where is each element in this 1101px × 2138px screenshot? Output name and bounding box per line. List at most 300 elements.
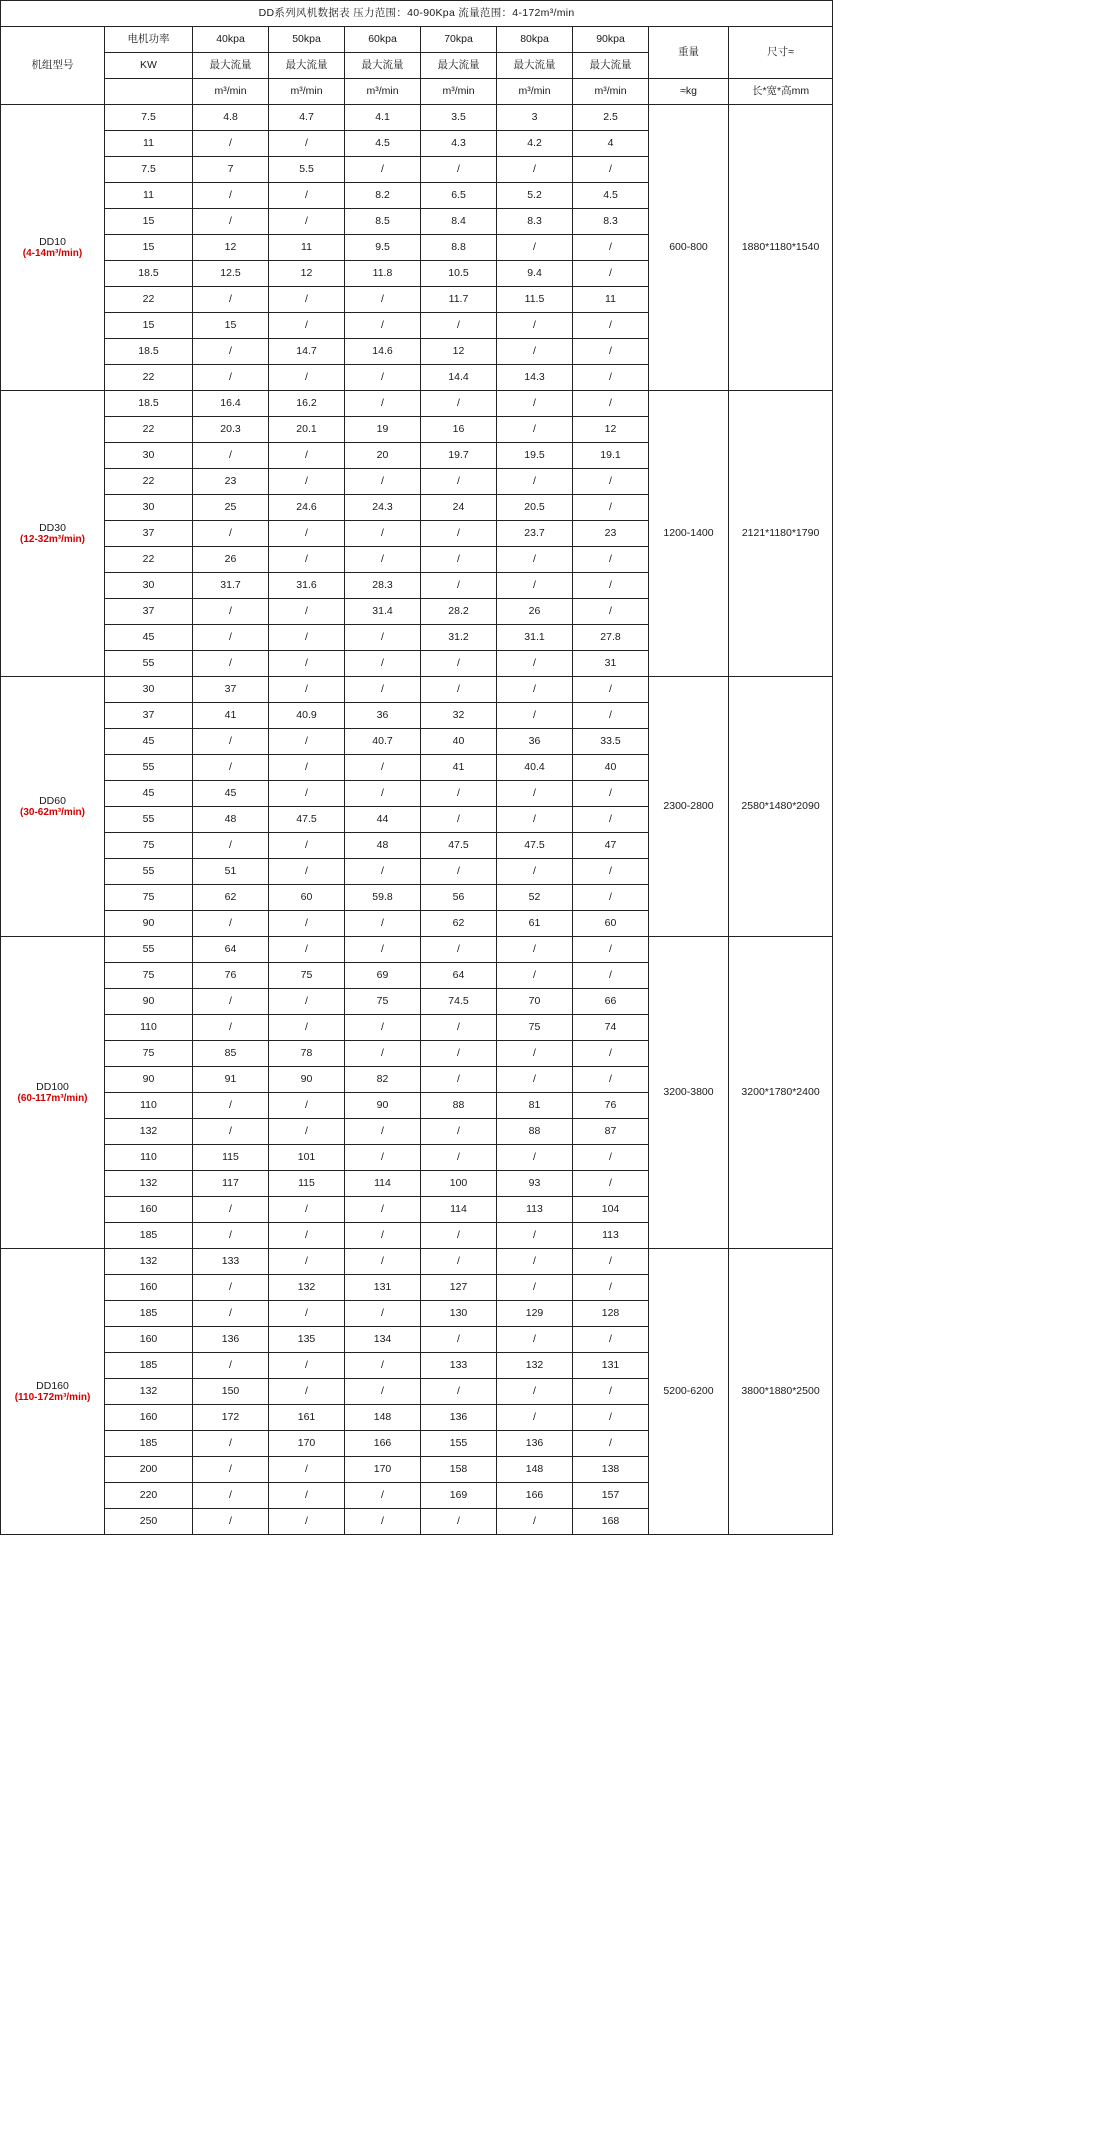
header-size: 尺寸≈	[729, 27, 833, 79]
flow-cell-90kpa: 11	[573, 287, 649, 313]
flow-cell-50kpa: 101	[269, 1145, 345, 1171]
motor-power-cell: 132	[105, 1171, 193, 1197]
flow-cell-40kpa: /	[193, 365, 269, 391]
flow-cell-80kpa: 136	[497, 1431, 573, 1457]
motor-power-cell: 55	[105, 651, 193, 677]
flow-cell-60kpa: /	[345, 1015, 421, 1041]
flow-cell-90kpa: 27.8	[573, 625, 649, 651]
flow-cell-60kpa: 134	[345, 1327, 421, 1353]
flow-cell-90kpa: /	[573, 235, 649, 261]
motor-power-cell: 250	[105, 1509, 193, 1535]
flow-cell-60kpa: 24.3	[345, 495, 421, 521]
flow-cell-80kpa: 40.4	[497, 755, 573, 781]
flow-cell-50kpa: /	[269, 1223, 345, 1249]
header-flow-80kpa: 最大流量	[497, 53, 573, 79]
header-pressure-60kpa: 60kpa	[345, 27, 421, 53]
flow-cell-70kpa: 40	[421, 729, 497, 755]
flow-cell-50kpa: 132	[269, 1275, 345, 1301]
flow-cell-60kpa: /	[345, 651, 421, 677]
flow-cell-70kpa: 8.8	[421, 235, 497, 261]
flow-cell-90kpa: 8.3	[573, 209, 649, 235]
flow-cell-60kpa: 48	[345, 833, 421, 859]
flow-cell-50kpa: 24.6	[269, 495, 345, 521]
motor-power-cell: 7.5	[105, 105, 193, 131]
flow-cell-50kpa: 170	[269, 1431, 345, 1457]
flow-cell-40kpa: 26	[193, 547, 269, 573]
flow-cell-70kpa: 31.2	[421, 625, 497, 651]
flow-cell-60kpa: 166	[345, 1431, 421, 1457]
flow-cell-70kpa: 47.5	[421, 833, 497, 859]
flow-cell-70kpa: /	[421, 1067, 497, 1093]
flow-cell-50kpa: /	[269, 729, 345, 755]
flow-cell-40kpa: /	[193, 521, 269, 547]
header-pressure-70kpa: 70kpa	[421, 27, 497, 53]
flow-cell-90kpa: 113	[573, 1223, 649, 1249]
flow-cell-70kpa: 169	[421, 1483, 497, 1509]
flow-cell-90kpa: /	[573, 1145, 649, 1171]
flow-cell-40kpa: 64	[193, 937, 269, 963]
model-flow-range: (110-172m³/min)	[14, 1391, 91, 1403]
model-flow-range: (60-117m³/min)	[17, 1092, 88, 1104]
flow-cell-40kpa: /	[193, 989, 269, 1015]
flow-cell-40kpa: /	[193, 1509, 269, 1535]
flow-cell-90kpa: 131	[573, 1353, 649, 1379]
motor-power-cell: 185	[105, 1223, 193, 1249]
flow-cell-90kpa: 104	[573, 1197, 649, 1223]
flow-cell-70kpa: /	[421, 391, 497, 417]
flow-cell-60kpa: /	[345, 1197, 421, 1223]
header-pressure-50kpa: 50kpa	[269, 27, 345, 53]
model-flow-range: (12-32m³/min)	[19, 533, 85, 545]
flow-cell-50kpa: /	[269, 183, 345, 209]
motor-power-cell: 110	[105, 1145, 193, 1171]
flow-cell-60kpa: /	[345, 1353, 421, 1379]
flow-cell-50kpa: 11	[269, 235, 345, 261]
motor-power-cell: 160	[105, 1405, 193, 1431]
flow-cell-60kpa: 11.8	[345, 261, 421, 287]
flow-cell-50kpa: 60	[269, 885, 345, 911]
flow-cell-50kpa: /	[269, 937, 345, 963]
flow-cell-70kpa: 10.5	[421, 261, 497, 287]
flow-cell-90kpa: 128	[573, 1301, 649, 1327]
motor-power-cell: 132	[105, 1249, 193, 1275]
flow-cell-40kpa: /	[193, 625, 269, 651]
motor-power-cell: 22	[105, 469, 193, 495]
flow-cell-50kpa: 4.7	[269, 105, 345, 131]
flow-cell-40kpa: 37	[193, 677, 269, 703]
motor-power-cell: 37	[105, 521, 193, 547]
flow-cell-90kpa: /	[573, 1041, 649, 1067]
flow-cell-90kpa: /	[573, 807, 649, 833]
flow-cell-50kpa: 90	[269, 1067, 345, 1093]
weight-cell: 3200-3800	[649, 937, 729, 1249]
flow-cell-70kpa: /	[421, 469, 497, 495]
flow-cell-90kpa: /	[573, 1431, 649, 1457]
table-row	[1, 677, 833, 703]
flow-cell-60kpa: /	[345, 1249, 421, 1275]
flow-cell-50kpa: /	[269, 131, 345, 157]
flow-cell-50kpa: 115	[269, 1171, 345, 1197]
size-cell: 3200*1780*2400	[729, 937, 833, 1249]
flow-cell-70kpa: /	[421, 1041, 497, 1067]
flow-cell-90kpa: /	[573, 703, 649, 729]
motor-power-cell: 45	[105, 729, 193, 755]
flow-cell-80kpa: /	[497, 339, 573, 365]
motor-power-cell: 185	[105, 1353, 193, 1379]
flow-cell-40kpa: /	[193, 209, 269, 235]
flow-cell-50kpa: 78	[269, 1041, 345, 1067]
flow-cell-60kpa: /	[345, 547, 421, 573]
flow-cell-70kpa: /	[421, 1015, 497, 1041]
flow-cell-70kpa: 62	[421, 911, 497, 937]
flow-cell-70kpa: 8.4	[421, 209, 497, 235]
flow-cell-50kpa: /	[269, 677, 345, 703]
flow-cell-90kpa: /	[573, 261, 649, 287]
flow-cell-90kpa: /	[573, 339, 649, 365]
flow-cell-70kpa: /	[421, 677, 497, 703]
motor-power-cell: 22	[105, 287, 193, 313]
motor-power-cell: 75	[105, 833, 193, 859]
flow-cell-80kpa: 5.2	[497, 183, 573, 209]
flow-cell-50kpa: /	[269, 1509, 345, 1535]
motor-power-cell: 7.5	[105, 157, 193, 183]
flow-cell-40kpa: /	[193, 1119, 269, 1145]
flow-cell-50kpa: /	[269, 599, 345, 625]
motor-power-cell: 30	[105, 443, 193, 469]
flow-cell-80kpa: /	[497, 963, 573, 989]
flow-cell-80kpa: 88	[497, 1119, 573, 1145]
model-cell	[1, 391, 105, 677]
flow-cell-60kpa: 36	[345, 703, 421, 729]
motor-power-cell: 45	[105, 625, 193, 651]
flow-cell-60kpa: 28.3	[345, 573, 421, 599]
flow-cell-60kpa: /	[345, 1041, 421, 1067]
flow-cell-70kpa: 3.5	[421, 105, 497, 131]
flow-cell-40kpa: 45	[193, 781, 269, 807]
flow-cell-80kpa: /	[497, 1249, 573, 1275]
size-cell: 2121*1180*1790	[729, 391, 833, 677]
flow-cell-70kpa: 16	[421, 417, 497, 443]
flow-cell-40kpa: 41	[193, 703, 269, 729]
flow-cell-90kpa: 31	[573, 651, 649, 677]
flow-cell-70kpa: /	[421, 651, 497, 677]
flow-cell-90kpa: /	[573, 885, 649, 911]
flow-cell-60kpa: 9.5	[345, 235, 421, 261]
flow-cell-70kpa: /	[421, 313, 497, 339]
table-row	[1, 1249, 833, 1275]
model-name: DD60	[39, 794, 66, 807]
flow-cell-90kpa: /	[573, 937, 649, 963]
flow-cell-90kpa: 12	[573, 417, 649, 443]
flow-cell-60kpa: 75	[345, 989, 421, 1015]
flow-cell-50kpa: /	[269, 1119, 345, 1145]
header-power-blank	[105, 79, 193, 105]
flow-cell-60kpa: 59.8	[345, 885, 421, 911]
flow-cell-90kpa: 33.5	[573, 729, 649, 755]
flow-cell-50kpa: /	[269, 365, 345, 391]
header-unit-60kpa: m³/min	[345, 79, 421, 105]
flow-cell-90kpa: 19.1	[573, 443, 649, 469]
flow-cell-50kpa: /	[269, 833, 345, 859]
flow-cell-40kpa: /	[193, 1223, 269, 1249]
flow-cell-40kpa: /	[193, 1093, 269, 1119]
flow-cell-60kpa: /	[345, 859, 421, 885]
flow-cell-80kpa: 19.5	[497, 443, 573, 469]
flow-cell-90kpa: 66	[573, 989, 649, 1015]
flow-cell-40kpa: 20.3	[193, 417, 269, 443]
flow-cell-50kpa: /	[269, 1197, 345, 1223]
flow-cell-60kpa: 82	[345, 1067, 421, 1093]
flow-cell-40kpa: 31.7	[193, 573, 269, 599]
flow-cell-80kpa: 26	[497, 599, 573, 625]
size-cell: 2580*1480*2090	[729, 677, 833, 937]
flow-cell-40kpa: /	[193, 183, 269, 209]
flow-cell-50kpa: /	[269, 989, 345, 1015]
flow-cell-80kpa: /	[497, 235, 573, 261]
flow-cell-80kpa: 148	[497, 1457, 573, 1483]
table-row	[1, 391, 833, 417]
flow-cell-90kpa: /	[573, 859, 649, 885]
flow-cell-80kpa: 61	[497, 911, 573, 937]
flow-cell-60kpa: /	[345, 521, 421, 547]
flow-cell-80kpa: 129	[497, 1301, 573, 1327]
motor-power-cell: 22	[105, 547, 193, 573]
flow-cell-50kpa: 5.5	[269, 157, 345, 183]
flow-cell-80kpa: 11.5	[497, 287, 573, 313]
flow-cell-50kpa: 12	[269, 261, 345, 287]
motor-power-cell: 55	[105, 859, 193, 885]
flow-cell-80kpa: 31.1	[497, 625, 573, 651]
flow-cell-70kpa: 127	[421, 1275, 497, 1301]
flow-cell-80kpa: 52	[497, 885, 573, 911]
motor-power-cell: 185	[105, 1431, 193, 1457]
flow-cell-60kpa: 40.7	[345, 729, 421, 755]
flow-cell-40kpa: /	[193, 1457, 269, 1483]
flow-cell-50kpa: /	[269, 1301, 345, 1327]
flow-cell-40kpa: 115	[193, 1145, 269, 1171]
flow-cell-90kpa: 60	[573, 911, 649, 937]
flow-cell-90kpa: /	[573, 1171, 649, 1197]
flow-cell-60kpa: 148	[345, 1405, 421, 1431]
header-unit-70kpa: m³/min	[421, 79, 497, 105]
motor-power-cell: 30	[105, 677, 193, 703]
flow-cell-60kpa: /	[345, 287, 421, 313]
flow-cell-70kpa: 19.7	[421, 443, 497, 469]
motor-power-cell: 11	[105, 183, 193, 209]
header-unit-50kpa: m³/min	[269, 79, 345, 105]
flow-cell-60kpa: /	[345, 755, 421, 781]
flow-cell-90kpa: /	[573, 1275, 649, 1301]
flow-cell-60kpa: /	[345, 391, 421, 417]
flow-cell-90kpa: /	[573, 1327, 649, 1353]
flow-cell-90kpa: /	[573, 547, 649, 573]
flow-cell-60kpa: 114	[345, 1171, 421, 1197]
flow-cell-60kpa: /	[345, 157, 421, 183]
flow-cell-40kpa: /	[193, 1483, 269, 1509]
flow-cell-60kpa: 4.5	[345, 131, 421, 157]
flow-cell-50kpa: /	[269, 781, 345, 807]
flow-cell-40kpa: 12	[193, 235, 269, 261]
flow-cell-90kpa: 76	[573, 1093, 649, 1119]
flow-cell-60kpa: 31.4	[345, 599, 421, 625]
flow-cell-70kpa: 32	[421, 703, 497, 729]
flow-cell-70kpa: /	[421, 1119, 497, 1145]
motor-power-cell: 18.5	[105, 261, 193, 287]
flow-cell-60kpa: 170	[345, 1457, 421, 1483]
model-cell	[1, 677, 105, 937]
motor-power-cell: 55	[105, 937, 193, 963]
flow-cell-40kpa: /	[193, 287, 269, 313]
flow-cell-60kpa: 44	[345, 807, 421, 833]
weight-cell: 600-800	[649, 105, 729, 391]
flow-cell-50kpa: 20.1	[269, 417, 345, 443]
flow-cell-90kpa: /	[573, 157, 649, 183]
model-cell	[1, 105, 105, 391]
flow-cell-70kpa: /	[421, 807, 497, 833]
flow-cell-60kpa: /	[345, 1379, 421, 1405]
flow-cell-70kpa: 41	[421, 755, 497, 781]
motor-power-cell: 200	[105, 1457, 193, 1483]
flow-cell-90kpa: 23	[573, 521, 649, 547]
flow-cell-80kpa: /	[497, 1145, 573, 1171]
flow-cell-60kpa: /	[345, 469, 421, 495]
header-weight: 重量	[649, 27, 729, 79]
flow-cell-70kpa: /	[421, 573, 497, 599]
flow-cell-50kpa: 161	[269, 1405, 345, 1431]
flow-cell-70kpa: 11.7	[421, 287, 497, 313]
motor-power-cell: 55	[105, 755, 193, 781]
flow-cell-70kpa: 14.4	[421, 365, 497, 391]
flow-cell-40kpa: /	[193, 755, 269, 781]
flow-cell-50kpa: /	[269, 443, 345, 469]
flow-cell-80kpa: 4.2	[497, 131, 573, 157]
motor-power-cell: 110	[105, 1015, 193, 1041]
flow-cell-90kpa: /	[573, 469, 649, 495]
flow-cell-90kpa: /	[573, 599, 649, 625]
flow-cell-50kpa: /	[269, 313, 345, 339]
header-flow-70kpa: 最大流量	[421, 53, 497, 79]
flow-cell-80kpa: 113	[497, 1197, 573, 1223]
flow-cell-40kpa: 23	[193, 469, 269, 495]
model-flow-range: (30-62m³/min)	[19, 806, 85, 818]
flow-cell-70kpa: 74.5	[421, 989, 497, 1015]
flow-cell-90kpa: 4	[573, 131, 649, 157]
flow-cell-80kpa: /	[497, 1509, 573, 1535]
flow-cell-40kpa: 51	[193, 859, 269, 885]
header-flow-40kpa: 最大流量	[193, 53, 269, 79]
motor-power-cell: 160	[105, 1275, 193, 1301]
flow-cell-70kpa: 130	[421, 1301, 497, 1327]
flow-cell-90kpa: /	[573, 963, 649, 989]
flow-cell-80kpa: /	[497, 417, 573, 443]
flow-cell-40kpa: /	[193, 599, 269, 625]
flow-cell-50kpa: /	[269, 755, 345, 781]
flow-cell-80kpa: /	[497, 1041, 573, 1067]
model-name: DD160	[36, 1379, 69, 1392]
flow-cell-70kpa: /	[421, 859, 497, 885]
flow-cell-40kpa: 91	[193, 1067, 269, 1093]
title-row	[1, 1, 833, 27]
flow-cell-70kpa: /	[421, 1327, 497, 1353]
flow-cell-60kpa: 131	[345, 1275, 421, 1301]
flow-cell-80kpa: 14.3	[497, 365, 573, 391]
motor-power-cell: 90	[105, 911, 193, 937]
flow-cell-50kpa: /	[269, 1249, 345, 1275]
flow-cell-90kpa: 47	[573, 833, 649, 859]
motor-power-cell: 220	[105, 1483, 193, 1509]
flow-cell-40kpa: /	[193, 911, 269, 937]
header-pressure-80kpa: 80kpa	[497, 27, 573, 53]
header-unit-90kpa: m³/min	[573, 79, 649, 105]
flow-cell-40kpa: 76	[193, 963, 269, 989]
header-pressure-90kpa: 90kpa	[573, 27, 649, 53]
flow-cell-90kpa: /	[573, 573, 649, 599]
flow-cell-70kpa: 114	[421, 1197, 497, 1223]
flow-cell-60kpa: 14.6	[345, 339, 421, 365]
flow-cell-70kpa: /	[421, 521, 497, 547]
flow-cell-80kpa: /	[497, 651, 573, 677]
flow-cell-70kpa: 12	[421, 339, 497, 365]
flow-cell-40kpa: /	[193, 1301, 269, 1327]
model-flow-range: (4-14m³/min)	[22, 247, 83, 259]
flow-cell-80kpa: 20.5	[497, 495, 573, 521]
flow-cell-80kpa: 3	[497, 105, 573, 131]
header-flow-90kpa: 最大流量	[573, 53, 649, 79]
flow-cell-90kpa: /	[573, 391, 649, 417]
size-cell: 1880*1180*1540	[729, 105, 833, 391]
flow-cell-50kpa: /	[269, 287, 345, 313]
motor-power-cell: 37	[105, 599, 193, 625]
flow-cell-90kpa: 4.5	[573, 183, 649, 209]
flow-cell-70kpa: /	[421, 781, 497, 807]
flow-cell-80kpa: /	[497, 469, 573, 495]
flow-cell-80kpa: /	[497, 1379, 573, 1405]
flow-cell-50kpa: 31.6	[269, 573, 345, 599]
header-row-1	[1, 27, 833, 53]
header-unit-40kpa: m³/min	[193, 79, 269, 105]
motor-power-cell: 132	[105, 1119, 193, 1145]
flow-cell-60kpa: /	[345, 911, 421, 937]
motor-power-cell: 75	[105, 963, 193, 989]
flow-cell-90kpa: 138	[573, 1457, 649, 1483]
flow-cell-70kpa: 88	[421, 1093, 497, 1119]
motor-power-cell: 90	[105, 989, 193, 1015]
flow-cell-70kpa: 100	[421, 1171, 497, 1197]
flow-cell-80kpa: /	[497, 1327, 573, 1353]
flow-cell-60kpa: 69	[345, 963, 421, 989]
flow-cell-60kpa: /	[345, 1483, 421, 1509]
flow-cell-40kpa: 133	[193, 1249, 269, 1275]
model-name: DD30	[39, 521, 66, 534]
flow-cell-70kpa: /	[421, 547, 497, 573]
flow-cell-50kpa: /	[269, 911, 345, 937]
flow-cell-50kpa: 75	[269, 963, 345, 989]
flow-cell-50kpa: 135	[269, 1327, 345, 1353]
flow-cell-60kpa: 8.2	[345, 183, 421, 209]
flow-cell-70kpa: /	[421, 1249, 497, 1275]
flow-cell-60kpa: /	[345, 677, 421, 703]
motor-power-cell: 185	[105, 1301, 193, 1327]
motor-power-cell: 75	[105, 885, 193, 911]
flow-cell-40kpa: /	[193, 1275, 269, 1301]
page-title: DD系列风机数据表 压力范围：40-90Kpa 流量范围：4-172m³/min	[1, 1, 833, 27]
flow-cell-40kpa: 7	[193, 157, 269, 183]
motor-power-cell: 15	[105, 209, 193, 235]
flow-cell-80kpa: /	[497, 1067, 573, 1093]
flow-cell-80kpa: /	[497, 1275, 573, 1301]
flow-cell-50kpa: /	[269, 1015, 345, 1041]
motor-power-cell: 18.5	[105, 391, 193, 417]
